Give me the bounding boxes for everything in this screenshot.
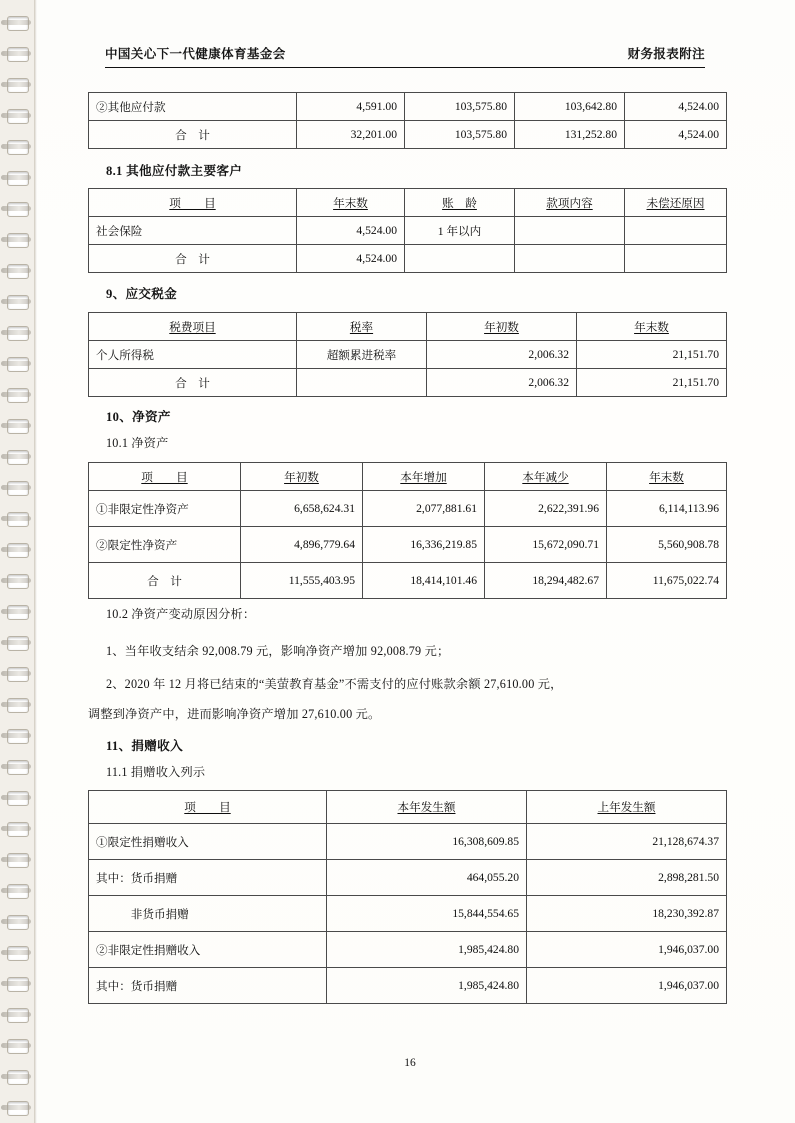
header-text: 本年增加 (400, 470, 447, 484)
binding-coil (1, 733, 31, 738)
row-value: 21,151.70 (577, 369, 727, 397)
column-header (427, 313, 577, 341)
table-row (89, 121, 727, 149)
table-row (89, 527, 727, 563)
binding-coil (1, 237, 31, 242)
row-value: 5,560,908.78 (607, 527, 727, 563)
header-right-title: 财务报表附注 (627, 47, 705, 61)
page-header (105, 44, 705, 65)
header-text: 上年发生额 (597, 801, 656, 814)
column-header (297, 313, 427, 341)
row-value: 11,555,403.95 (241, 563, 363, 599)
row-value: 15,672,090.71 (485, 527, 607, 563)
binding-coil (1, 51, 31, 56)
row-value: 21,151.70 (577, 341, 727, 369)
row-value: 1,985,424.80 (327, 932, 527, 968)
row-value: 2,006.32 (427, 341, 577, 369)
header-text: 项 目 (169, 196, 216, 210)
column-header (577, 313, 727, 341)
header-text: 年末数 (634, 320, 669, 334)
header-text: 账 龄 (442, 196, 477, 210)
header-text: 年末数 (649, 470, 684, 484)
row-value (625, 245, 727, 273)
binding-coil (1, 113, 31, 118)
row-value: 11,675,022.74 (607, 563, 727, 599)
row-label: 其中：货币捐赠 (89, 860, 327, 896)
row-value: 2,006.32 (427, 369, 577, 397)
row-value: 131,252.80 (515, 121, 625, 149)
row-value: 103,575.80 (405, 121, 515, 149)
column-header (625, 189, 727, 217)
header-text: 本年发生额 (397, 801, 456, 814)
row-value (515, 245, 625, 273)
header-text: 年末数 (333, 196, 368, 210)
table-row (89, 93, 727, 121)
table-row (89, 824, 727, 860)
section-10-1-title: 10.1 净资产 (106, 436, 169, 450)
section-8-1-title: 8.1 其他应付款主要客户 (106, 164, 243, 178)
column-header (327, 791, 527, 824)
binding-coil (1, 764, 31, 769)
binding-coil (1, 671, 31, 676)
donation-income-table (88, 790, 727, 1004)
row-label: 非货币捐赠 (89, 896, 327, 932)
row-value: 18,230,392.87 (527, 896, 727, 932)
table-row (89, 369, 727, 397)
row-value: 6,658,624.31 (241, 491, 363, 527)
binding-coil (1, 640, 31, 645)
binding-coil (1, 175, 31, 180)
section-11-1-title: 11.1 捐赠收入列示 (106, 765, 206, 779)
header-divider (105, 67, 705, 68)
section-10-2-title: 10.2 净资产变动原因分析： (106, 607, 256, 621)
row-label: 合 计 (89, 121, 297, 149)
row-label: 合 计 (89, 369, 297, 397)
row-label: ①限定性捐赠收入 (89, 824, 327, 860)
binding-coil (1, 299, 31, 304)
binding-coil (1, 547, 31, 552)
table-row (89, 217, 727, 245)
row-value: 1,946,037.00 (527, 932, 727, 968)
row-value: 16,308,609.85 (327, 824, 527, 860)
table-row (89, 341, 727, 369)
binding-coil (1, 516, 31, 521)
row-value: 464,055.20 (327, 860, 527, 896)
header-text: 未偿还原因 (646, 196, 705, 210)
row-value: 2,077,881.61 (363, 491, 485, 527)
table-header-row (89, 313, 727, 341)
row-label: 社会保险 (89, 217, 297, 245)
section-10-title: 10、净资产 (106, 410, 171, 424)
binding-coil (1, 392, 31, 397)
binding-coil (1, 981, 31, 986)
row-value: 1,985,424.80 (327, 968, 527, 1004)
page-content (60, 0, 760, 1123)
table-row (89, 563, 727, 599)
row-label: ②限定性净资产 (89, 527, 241, 563)
analysis-paragraph-1: 1、当年收支结余 92,008.79 元，影响净资产增加 92,008.79 元； (106, 644, 450, 658)
spiral-binding (0, 0, 34, 1123)
column-header (485, 463, 607, 491)
page-edge-shadow (34, 0, 37, 1123)
header-text: 项 目 (141, 470, 188, 484)
row-value: 4,524.00 (625, 121, 727, 149)
row-label: 合 计 (89, 563, 241, 599)
header-text: 年初数 (284, 470, 319, 484)
net-assets-table (88, 462, 727, 599)
binding-coil (1, 919, 31, 924)
row-value: 16,336,219.85 (363, 527, 485, 563)
binding-coil (1, 950, 31, 955)
binding-coil (1, 578, 31, 583)
section-9-title: 9、应交税金 (106, 287, 178, 301)
table-row (89, 860, 727, 896)
column-header (363, 463, 485, 491)
row-value: 21,128,674.37 (527, 824, 727, 860)
binding-coil (1, 361, 31, 366)
header-text: 税率 (349, 320, 374, 334)
header-text: 年初数 (484, 320, 519, 334)
binding-coil (1, 268, 31, 273)
row-label: ②非限定性捐赠收入 (89, 932, 327, 968)
header-text: 税费项目 (169, 320, 216, 334)
binding-coil (1, 857, 31, 862)
column-header (405, 189, 515, 217)
column-header (607, 463, 727, 491)
binding-coil (1, 795, 31, 800)
row-value: 4,524.00 (297, 245, 405, 273)
analysis-paragraph-2-line-1: 2、2020 年 12 月将已结束的“美萤教育基金”不需支付的应付账款余额 27,610.00 元， (106, 677, 563, 691)
binding-coil (1, 423, 31, 428)
binding-coil (1, 485, 31, 490)
row-value: 4,591.00 (297, 93, 405, 121)
column-header (297, 189, 405, 217)
binding-coil (1, 826, 31, 831)
row-value: 15,844,554.65 (327, 896, 527, 932)
analysis-paragraph-2-line-2: 调整到净资产中，进而影响净资产增加 27,610.00 元。 (88, 707, 381, 721)
table-row (89, 968, 727, 1004)
binding-coil (1, 1105, 31, 1110)
row-value: 超额累进税率 (297, 341, 427, 369)
binding-coil (1, 1012, 31, 1017)
row-label: 其中：货币捐赠 (89, 968, 327, 1004)
row-label: 个人所得税 (89, 341, 297, 369)
binding-coil (1, 1043, 31, 1048)
row-value: 18,414,101.46 (363, 563, 485, 599)
column-header (241, 463, 363, 491)
table-row (89, 491, 727, 527)
binding-coil (1, 1074, 31, 1079)
binding-coil (1, 702, 31, 707)
table-header-row (89, 791, 727, 824)
row-label: ①非限定性净资产 (89, 491, 241, 527)
column-header (89, 313, 297, 341)
row-value (625, 217, 727, 245)
binding-coil (1, 144, 31, 149)
header-text: 款项内容 (546, 196, 593, 210)
row-value (515, 217, 625, 245)
row-value: 4,524.00 (625, 93, 727, 121)
binding-coil (1, 206, 31, 211)
row-label: 合 计 (89, 245, 297, 273)
row-value: 1,946,037.00 (527, 968, 727, 1004)
table-header-row (89, 189, 727, 217)
row-value (405, 245, 515, 273)
row-value: 18,294,482.67 (485, 563, 607, 599)
page-number: 16 (404, 1057, 416, 1069)
other-payables-customers-table (88, 188, 727, 273)
column-header (89, 791, 327, 824)
row-value: 103,642.80 (515, 93, 625, 121)
row-value: 2,898,281.50 (527, 860, 727, 896)
column-header (89, 189, 297, 217)
binding-coil (1, 82, 31, 87)
row-value: 1 年以内 (405, 217, 515, 245)
section-11-title: 11、捐赠收入 (106, 739, 183, 753)
table-row (89, 245, 727, 273)
binding-coil (1, 454, 31, 459)
taxes-payable-table (88, 312, 727, 397)
column-header (89, 463, 241, 491)
table-header-row (89, 463, 727, 491)
binding-coil (1, 609, 31, 614)
binding-coil (1, 888, 31, 893)
header-left-title: 中国关心下一代健康体育基金会 (105, 47, 286, 61)
row-label: ②其他应付款 (89, 93, 297, 121)
row-value: 103,575.80 (405, 93, 515, 121)
binding-coil (1, 20, 31, 25)
row-value: 4,896,779.64 (241, 527, 363, 563)
row-value: 2,622,391.96 (485, 491, 607, 527)
header-text: 项 目 (184, 801, 231, 814)
table-row (89, 896, 727, 932)
row-value: 4,524.00 (297, 217, 405, 245)
table-row (89, 932, 727, 968)
row-value: 32,201.00 (297, 121, 405, 149)
column-header (527, 791, 727, 824)
binding-coil (1, 330, 31, 335)
header-text: 本年减少 (522, 470, 569, 484)
column-header (515, 189, 625, 217)
row-value (297, 369, 427, 397)
row-value: 6,114,113.96 (607, 491, 727, 527)
other-payables-continuation-table (88, 92, 727, 149)
